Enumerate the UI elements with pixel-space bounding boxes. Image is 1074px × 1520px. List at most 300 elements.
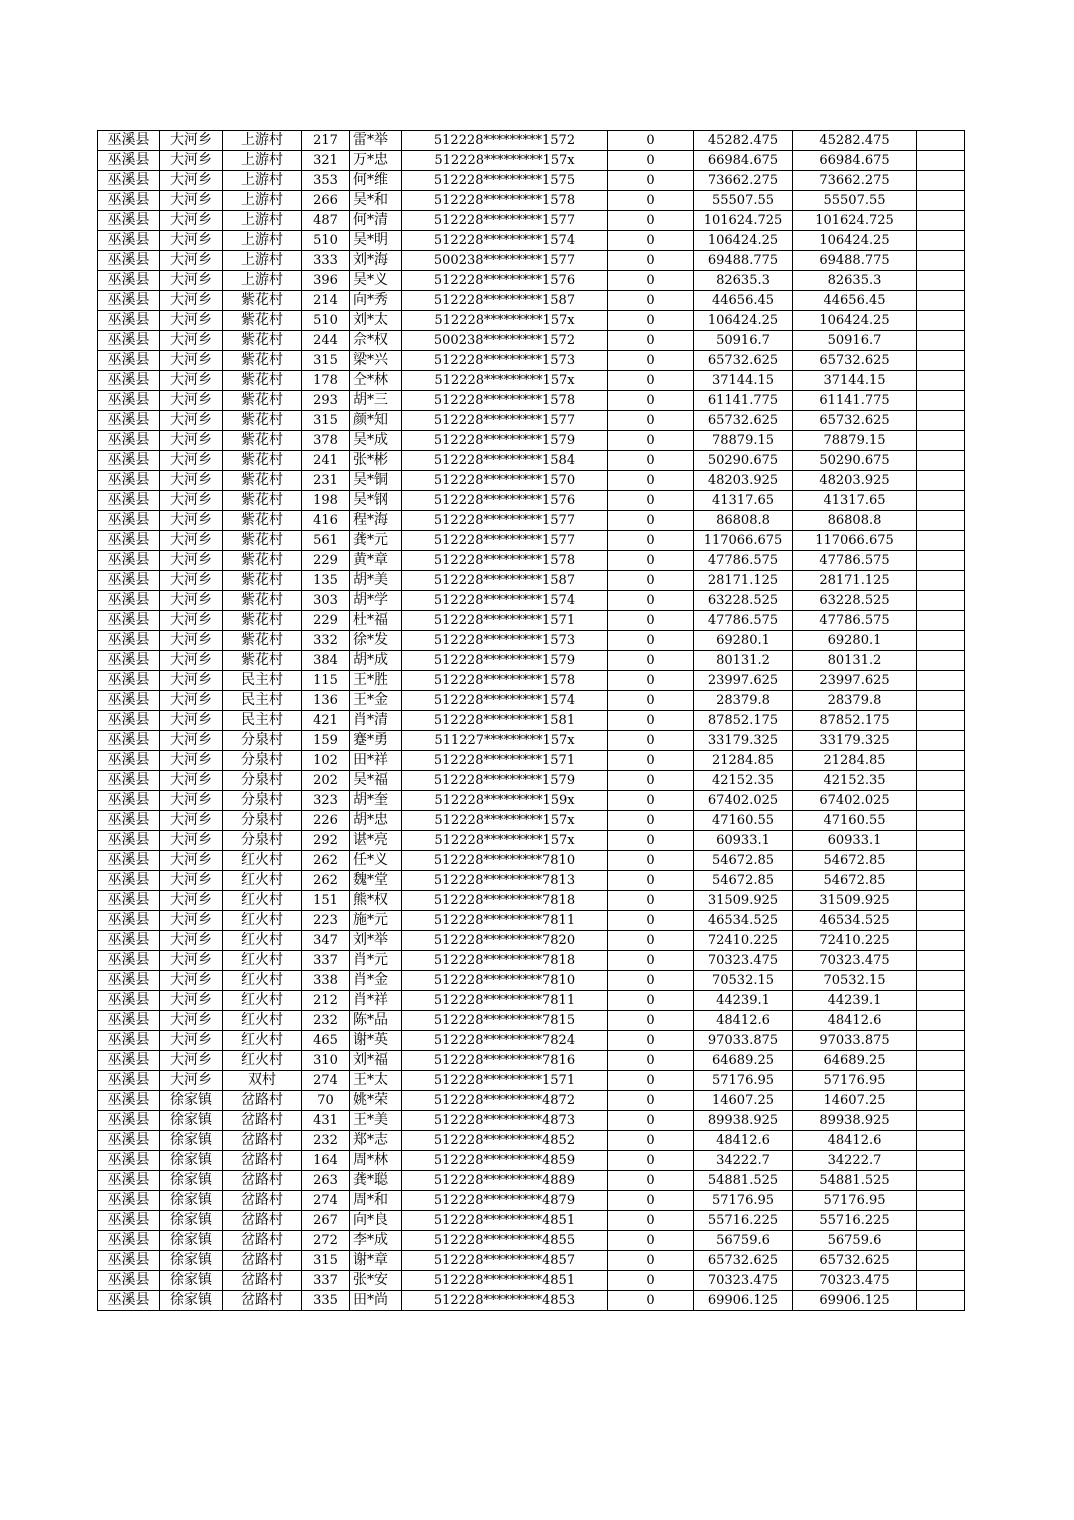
county-cell: 巫溪县 [98, 511, 160, 531]
township-cell: 大河乡 [160, 631, 223, 651]
township-cell: 大河乡 [160, 451, 223, 471]
amount-cell: 57176.95 [694, 1191, 793, 1211]
total-amount-cell: 37144.15 [793, 371, 917, 391]
village-cell: 岔路村 [223, 1151, 302, 1171]
zero-value-cell: 0 [608, 1151, 694, 1171]
id-number-cell: 512228*********1577 [402, 531, 608, 551]
village-cell: 分泉村 [223, 731, 302, 751]
county-cell: 巫溪县 [98, 751, 160, 771]
area-cell: 274 [302, 1191, 350, 1211]
township-cell: 大河乡 [160, 191, 223, 211]
id-number-cell: 512228*********1579 [402, 431, 608, 451]
township-cell: 大河乡 [160, 611, 223, 631]
zero-value-cell: 0 [608, 1131, 694, 1151]
remark-cell [917, 571, 965, 591]
village-cell: 紫花村 [223, 551, 302, 571]
township-cell: 徐家镇 [160, 1091, 223, 1111]
county-cell: 巫溪县 [98, 1051, 160, 1071]
id-number-cell: 512228*********7811 [402, 911, 608, 931]
name-cell: 施*元 [350, 911, 402, 931]
zero-value-cell: 0 [608, 191, 694, 211]
id-number-cell: 512228*********1579 [402, 651, 608, 671]
table-row [98, 1231, 965, 1251]
table-row [98, 1191, 965, 1211]
village-cell: 紫花村 [223, 471, 302, 491]
area-cell: 384 [302, 651, 350, 671]
id-number-cell: 512228*********4859 [402, 1151, 608, 1171]
zero-value-cell: 0 [608, 751, 694, 771]
total-amount-cell: 57176.95 [793, 1071, 917, 1091]
village-cell: 紫花村 [223, 491, 302, 511]
zero-value-cell: 0 [608, 1231, 694, 1251]
amount-cell: 65732.625 [694, 411, 793, 431]
village-cell: 双村 [223, 1071, 302, 1091]
table-row [98, 1111, 965, 1131]
name-cell: 吴*铜 [350, 471, 402, 491]
total-amount-cell: 69906.125 [793, 1291, 917, 1311]
id-number-cell: 512228*********1570 [402, 471, 608, 491]
zero-value-cell: 0 [608, 671, 694, 691]
table-row [98, 231, 965, 251]
total-amount-cell: 86808.8 [793, 511, 917, 531]
village-cell: 红火村 [223, 851, 302, 871]
remark-cell [917, 891, 965, 911]
area-cell: 164 [302, 1151, 350, 1171]
village-cell: 红火村 [223, 991, 302, 1011]
remark-cell [917, 1211, 965, 1231]
id-number-cell: 512228*********7824 [402, 1031, 608, 1051]
table-row [98, 451, 965, 471]
area-cell: 465 [302, 1031, 350, 1051]
table-row [98, 871, 965, 891]
remark-cell [917, 151, 965, 171]
total-amount-cell: 48412.6 [793, 1131, 917, 1151]
table-row [98, 491, 965, 511]
village-cell: 紫花村 [223, 291, 302, 311]
remark-cell [917, 1271, 965, 1291]
table-row [98, 931, 965, 951]
table-row [98, 591, 965, 611]
village-cell: 紫花村 [223, 391, 302, 411]
table-row [98, 1211, 965, 1231]
table-row [98, 751, 965, 771]
amount-cell: 48412.6 [694, 1131, 793, 1151]
remark-cell [917, 1131, 965, 1151]
county-cell: 巫溪县 [98, 651, 160, 671]
village-cell: 上游村 [223, 171, 302, 191]
zero-value-cell: 0 [608, 731, 694, 751]
township-cell: 徐家镇 [160, 1211, 223, 1231]
total-amount-cell: 89938.925 [793, 1111, 917, 1131]
id-number-cell: 512228*********1571 [402, 751, 608, 771]
remark-cell [917, 851, 965, 871]
amount-cell: 54672.85 [694, 851, 793, 871]
total-amount-cell: 50916.7 [793, 331, 917, 351]
name-cell: 胡*三 [350, 391, 402, 411]
table-row [98, 611, 965, 631]
area-cell: 226 [302, 811, 350, 831]
county-cell: 巫溪县 [98, 231, 160, 251]
amount-cell: 89938.925 [694, 1111, 793, 1131]
area-cell: 244 [302, 331, 350, 351]
amount-cell: 21284.85 [694, 751, 793, 771]
id-number-cell: 512228*********157x [402, 831, 608, 851]
remark-cell [917, 1111, 965, 1131]
zero-value-cell: 0 [608, 511, 694, 531]
township-cell: 大河乡 [160, 911, 223, 931]
remark-cell [917, 1191, 965, 1211]
amount-cell: 67402.025 [694, 791, 793, 811]
township-cell: 大河乡 [160, 1051, 223, 1071]
amount-cell: 70532.15 [694, 971, 793, 991]
total-amount-cell: 80131.2 [793, 651, 917, 671]
table-row [98, 511, 965, 531]
township-cell: 大河乡 [160, 811, 223, 831]
remark-cell [917, 391, 965, 411]
area-cell: 561 [302, 531, 350, 551]
township-cell: 大河乡 [160, 991, 223, 1011]
township-cell: 大河乡 [160, 651, 223, 671]
amount-cell: 101624.725 [694, 211, 793, 231]
area-cell: 151 [302, 891, 350, 911]
id-number-cell: 512228*********1581 [402, 711, 608, 731]
zero-value-cell: 0 [608, 391, 694, 411]
table-row [98, 691, 965, 711]
id-number-cell: 512228*********7813 [402, 871, 608, 891]
name-cell: 吴*和 [350, 191, 402, 211]
amount-cell: 86808.8 [694, 511, 793, 531]
total-amount-cell: 28171.125 [793, 571, 917, 591]
remark-cell [917, 411, 965, 431]
village-cell: 红火村 [223, 951, 302, 971]
area-cell: 232 [302, 1131, 350, 1151]
total-amount-cell: 70323.475 [793, 1271, 917, 1291]
remark-cell [917, 1011, 965, 1031]
amount-cell: 41317.65 [694, 491, 793, 511]
remark-cell [917, 171, 965, 191]
county-cell: 巫溪县 [98, 251, 160, 271]
county-cell: 巫溪县 [98, 491, 160, 511]
table-row [98, 1291, 965, 1311]
village-cell: 红火村 [223, 891, 302, 911]
name-cell: 王*太 [350, 1071, 402, 1091]
zero-value-cell: 0 [608, 271, 694, 291]
id-number-cell: 512228*********4889 [402, 1171, 608, 1191]
zero-value-cell: 0 [608, 1191, 694, 1211]
county-cell: 巫溪县 [98, 1151, 160, 1171]
total-amount-cell: 60933.1 [793, 831, 917, 851]
name-cell: 胡*美 [350, 571, 402, 591]
zero-value-cell: 0 [608, 811, 694, 831]
township-cell: 大河乡 [160, 411, 223, 431]
zero-value-cell: 0 [608, 231, 694, 251]
name-cell: 肖*清 [350, 711, 402, 731]
name-cell: 吴*钢 [350, 491, 402, 511]
amount-cell: 82635.3 [694, 271, 793, 291]
county-cell: 巫溪县 [98, 431, 160, 451]
table-row [98, 431, 965, 451]
township-cell: 大河乡 [160, 1071, 223, 1091]
zero-value-cell: 0 [608, 451, 694, 471]
id-number-cell: 512228*********7818 [402, 951, 608, 971]
total-amount-cell: 31509.925 [793, 891, 917, 911]
remark-cell [917, 991, 965, 1011]
county-cell: 巫溪县 [98, 1011, 160, 1031]
zero-value-cell: 0 [608, 1291, 694, 1311]
zero-value-cell: 0 [608, 911, 694, 931]
id-number-cell: 512228*********1578 [402, 391, 608, 411]
township-cell: 大河乡 [160, 871, 223, 891]
township-cell: 大河乡 [160, 951, 223, 971]
zero-value-cell: 0 [608, 151, 694, 171]
name-cell: 田*尚 [350, 1291, 402, 1311]
village-cell: 岔路村 [223, 1091, 302, 1111]
total-amount-cell: 14607.25 [793, 1091, 917, 1111]
township-cell: 大河乡 [160, 291, 223, 311]
township-cell: 大河乡 [160, 331, 223, 351]
area-cell: 274 [302, 1071, 350, 1091]
village-cell: 岔路村 [223, 1131, 302, 1151]
amount-cell: 23997.625 [694, 671, 793, 691]
county-cell: 巫溪县 [98, 791, 160, 811]
remark-cell [917, 611, 965, 631]
amount-cell: 57176.95 [694, 1071, 793, 1091]
village-cell: 岔路村 [223, 1211, 302, 1231]
amount-cell: 106424.25 [694, 311, 793, 331]
total-amount-cell: 65732.625 [793, 351, 917, 371]
village-cell: 红火村 [223, 1011, 302, 1031]
county-cell: 巫溪县 [98, 991, 160, 1011]
county-cell: 巫溪县 [98, 551, 160, 571]
name-cell: 黄*章 [350, 551, 402, 571]
name-cell: 胡*学 [350, 591, 402, 611]
name-cell: 何*维 [350, 171, 402, 191]
village-cell: 紫花村 [223, 591, 302, 611]
county-cell: 巫溪县 [98, 291, 160, 311]
table-row [98, 991, 965, 1011]
id-number-cell: 512228*********4853 [402, 1291, 608, 1311]
area-cell: 510 [302, 311, 350, 331]
remark-cell [917, 1291, 965, 1311]
village-cell: 紫花村 [223, 651, 302, 671]
id-number-cell: 512228*********7811 [402, 991, 608, 1011]
township-cell: 大河乡 [160, 311, 223, 331]
county-cell: 巫溪县 [98, 631, 160, 651]
name-cell: 佘*权 [350, 331, 402, 351]
id-number-cell: 512228*********1578 [402, 671, 608, 691]
county-cell: 巫溪县 [98, 951, 160, 971]
name-cell: 梁*兴 [350, 351, 402, 371]
id-number-cell: 511227*********157x [402, 731, 608, 751]
county-cell: 巫溪县 [98, 1231, 160, 1251]
zero-value-cell: 0 [608, 491, 694, 511]
township-cell: 大河乡 [160, 431, 223, 451]
total-amount-cell: 47786.575 [793, 611, 917, 631]
area-cell: 217 [302, 131, 350, 151]
zero-value-cell: 0 [608, 251, 694, 271]
county-cell: 巫溪县 [98, 471, 160, 491]
zero-value-cell: 0 [608, 771, 694, 791]
remark-cell [917, 471, 965, 491]
total-amount-cell: 56759.6 [793, 1231, 917, 1251]
id-number-cell: 512228*********1574 [402, 691, 608, 711]
village-cell: 民主村 [223, 711, 302, 731]
total-amount-cell: 23997.625 [793, 671, 917, 691]
id-number-cell: 512228*********1587 [402, 291, 608, 311]
remark-cell [917, 811, 965, 831]
township-cell: 徐家镇 [160, 1131, 223, 1151]
village-cell: 紫花村 [223, 511, 302, 531]
name-cell: 田*祥 [350, 751, 402, 771]
amount-cell: 45282.475 [694, 131, 793, 151]
zero-value-cell: 0 [608, 1051, 694, 1071]
township-cell: 徐家镇 [160, 1171, 223, 1191]
id-number-cell: 512228*********157x [402, 151, 608, 171]
remark-cell [917, 231, 965, 251]
area-cell: 232 [302, 1011, 350, 1031]
remark-cell [917, 651, 965, 671]
amount-cell: 97033.875 [694, 1031, 793, 1051]
township-cell: 大河乡 [160, 251, 223, 271]
table-row [98, 791, 965, 811]
area-cell: 431 [302, 1111, 350, 1131]
village-cell: 紫花村 [223, 311, 302, 331]
table-row [98, 1051, 965, 1071]
village-cell: 紫花村 [223, 571, 302, 591]
remark-cell [917, 251, 965, 271]
county-cell: 巫溪县 [98, 1271, 160, 1291]
remark-cell [917, 291, 965, 311]
table-row [98, 891, 965, 911]
remark-cell [917, 431, 965, 451]
name-cell: 王*美 [350, 1111, 402, 1131]
table-row [98, 731, 965, 751]
county-cell: 巫溪县 [98, 1071, 160, 1091]
id-number-cell: 512228*********4873 [402, 1111, 608, 1131]
name-cell: 张*彬 [350, 451, 402, 471]
zero-value-cell: 0 [608, 791, 694, 811]
village-cell: 岔路村 [223, 1251, 302, 1271]
remark-cell [917, 1231, 965, 1251]
table-row [98, 331, 965, 351]
remark-cell [917, 1251, 965, 1271]
name-cell: 王*胜 [350, 671, 402, 691]
remark-cell [917, 1091, 965, 1111]
amount-cell: 117066.675 [694, 531, 793, 551]
remark-cell [917, 371, 965, 391]
id-number-cell: 500238*********1577 [402, 251, 608, 271]
id-number-cell: 512228*********7815 [402, 1011, 608, 1031]
data-table [97, 130, 965, 1311]
amount-cell: 34222.7 [694, 1151, 793, 1171]
total-amount-cell: 57176.95 [793, 1191, 917, 1211]
name-cell: 吴*成 [350, 431, 402, 451]
amount-cell: 54672.85 [694, 871, 793, 891]
village-cell: 红火村 [223, 1031, 302, 1051]
table-row [98, 551, 965, 571]
township-cell: 大河乡 [160, 351, 223, 371]
village-cell: 岔路村 [223, 1291, 302, 1311]
county-cell: 巫溪县 [98, 1291, 160, 1311]
id-number-cell: 512228*********1576 [402, 271, 608, 291]
name-cell: 吴*义 [350, 271, 402, 291]
table-row [98, 311, 965, 331]
total-amount-cell: 47786.575 [793, 551, 917, 571]
name-cell: 谌*亮 [350, 831, 402, 851]
name-cell: 肖*祥 [350, 991, 402, 1011]
id-number-cell: 512228*********1577 [402, 411, 608, 431]
id-number-cell: 512228*********1572 [402, 131, 608, 151]
county-cell: 巫溪县 [98, 391, 160, 411]
county-cell: 巫溪县 [98, 931, 160, 951]
area-cell: 315 [302, 1251, 350, 1271]
amount-cell: 73662.275 [694, 171, 793, 191]
county-cell: 巫溪县 [98, 1191, 160, 1211]
county-cell: 巫溪县 [98, 171, 160, 191]
township-cell: 大河乡 [160, 231, 223, 251]
table-row [98, 711, 965, 731]
table-row [98, 1031, 965, 1051]
remark-cell [917, 971, 965, 991]
table-row [98, 831, 965, 851]
table-row [98, 1091, 965, 1111]
zero-value-cell: 0 [608, 371, 694, 391]
area-cell: 335 [302, 1291, 350, 1311]
total-amount-cell: 70323.475 [793, 951, 917, 971]
remark-cell [917, 551, 965, 571]
village-cell: 上游村 [223, 191, 302, 211]
village-cell: 上游村 [223, 131, 302, 151]
area-cell: 510 [302, 231, 350, 251]
total-amount-cell: 54881.525 [793, 1171, 917, 1191]
village-cell: 上游村 [223, 211, 302, 231]
township-cell: 徐家镇 [160, 1151, 223, 1171]
amount-cell: 70323.475 [694, 1271, 793, 1291]
name-cell: 胡*忠 [350, 811, 402, 831]
county-cell: 巫溪县 [98, 1091, 160, 1111]
total-amount-cell: 44239.1 [793, 991, 917, 1011]
name-cell: 程*海 [350, 511, 402, 531]
table-row [98, 1271, 965, 1291]
village-cell: 紫花村 [223, 531, 302, 551]
table-row [98, 971, 965, 991]
area-cell: 347 [302, 931, 350, 951]
township-cell: 大河乡 [160, 671, 223, 691]
amount-cell: 28171.125 [694, 571, 793, 591]
amount-cell: 65732.625 [694, 1251, 793, 1271]
village-cell: 上游村 [223, 251, 302, 271]
zero-value-cell: 0 [608, 311, 694, 331]
zero-value-cell: 0 [608, 591, 694, 611]
remark-cell [917, 911, 965, 931]
amount-cell: 55507.55 [694, 191, 793, 211]
village-cell: 紫花村 [223, 411, 302, 431]
remark-cell [917, 191, 965, 211]
total-amount-cell: 50290.675 [793, 451, 917, 471]
amount-cell: 60933.1 [694, 831, 793, 851]
area-cell: 332 [302, 631, 350, 651]
id-number-cell: 512228*********1574 [402, 231, 608, 251]
name-cell: 任*义 [350, 851, 402, 871]
township-cell: 大河乡 [160, 851, 223, 871]
area-cell: 212 [302, 991, 350, 1011]
total-amount-cell: 101624.725 [793, 211, 917, 231]
remark-cell [917, 771, 965, 791]
county-cell: 巫溪县 [98, 1211, 160, 1231]
county-cell: 巫溪县 [98, 151, 160, 171]
id-number-cell: 512228*********1573 [402, 351, 608, 371]
area-cell: 266 [302, 191, 350, 211]
